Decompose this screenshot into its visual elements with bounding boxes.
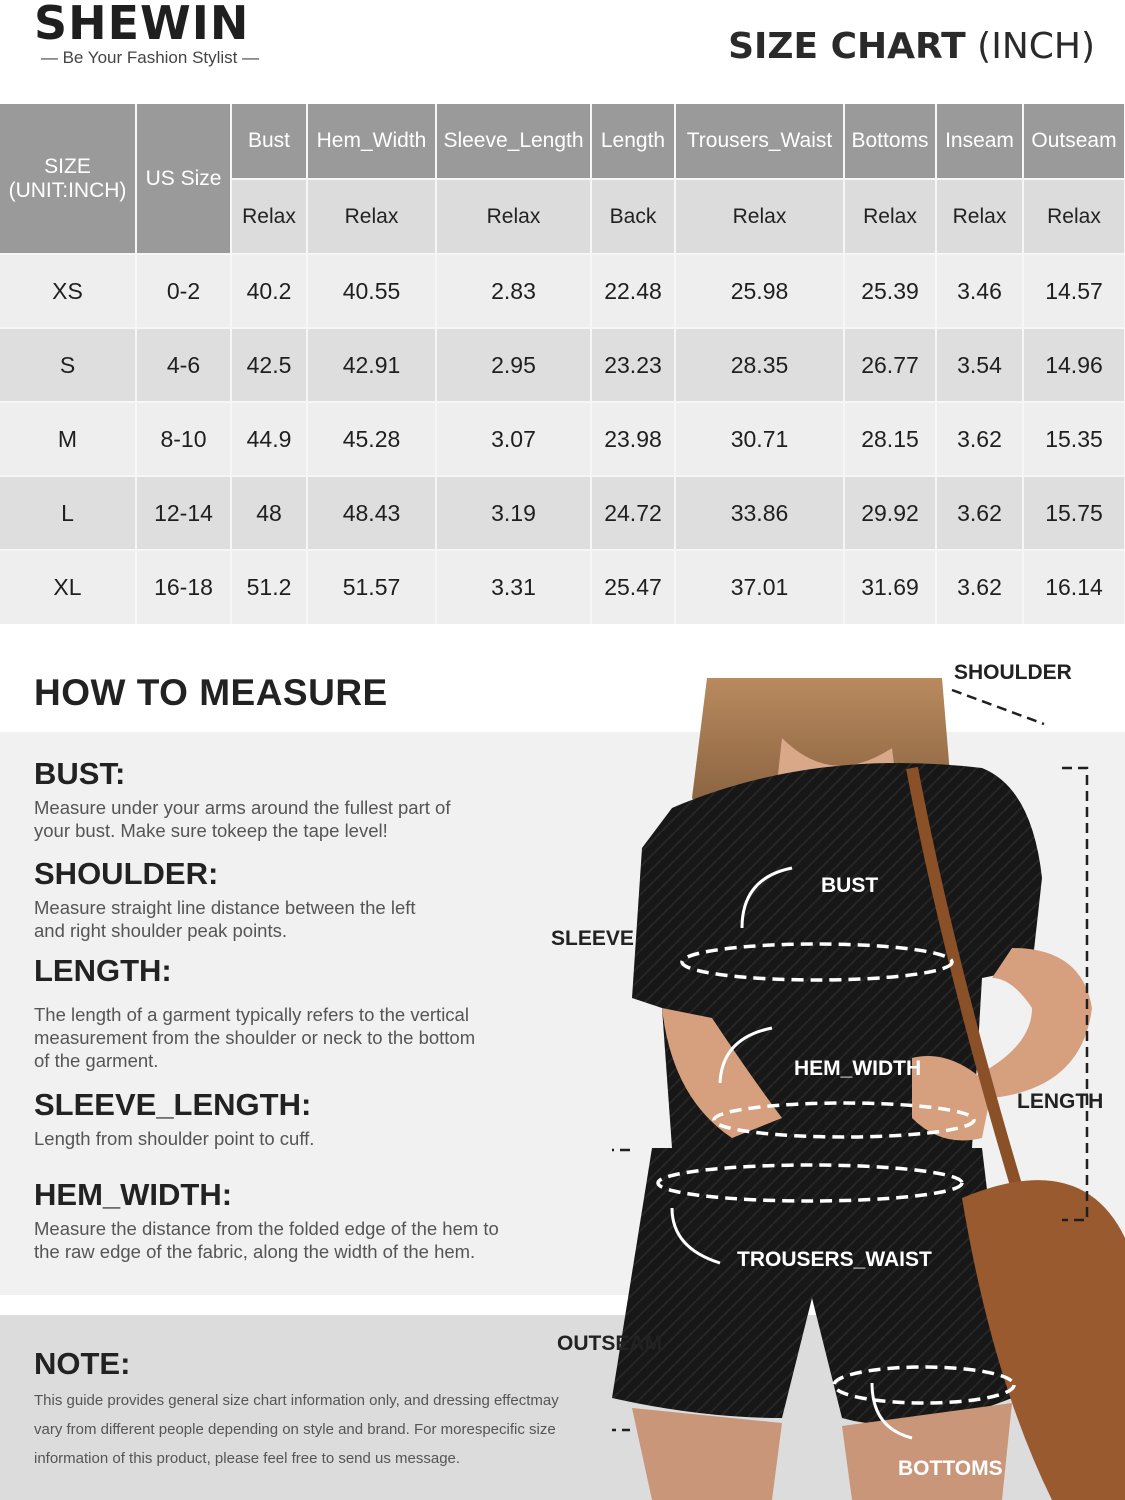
instruction-heading: SLEEVE_LENGTH:: [34, 1087, 312, 1122]
measurement-cell: 25.98: [675, 254, 844, 328]
measurement-cell: 31.69: [844, 550, 936, 624]
column-subheader: Relax: [307, 179, 436, 254]
column-subheader: Relax: [436, 179, 591, 254]
instruction-heading: HEM_WIDTH:: [34, 1177, 233, 1212]
hem-width-instruction: [34, 1177, 499, 1263]
note-text: This guide provides general size chart information only, and dressing effectmay vary from different people depending on style and brand. For morespecific size information of this product, please feel free to send us message.: [34, 1392, 559, 1467]
measurement-cell: 45.28: [307, 402, 436, 476]
measurement-cell: 15.35: [1023, 402, 1125, 476]
size-chart-table: [0, 104, 1125, 624]
measurement-cell: 29.92: [844, 476, 936, 550]
column-subheader: Relax: [936, 179, 1023, 254]
size-cell: XS: [0, 254, 136, 328]
measurement-cell: 33.86: [675, 476, 844, 550]
column-subheader: Relax: [231, 179, 307, 254]
us-size-cell: 4-6: [136, 328, 231, 402]
table-row: [0, 550, 1125, 624]
how-to-measure-title: HOW TO MEASURE: [34, 672, 388, 713]
measurement-cell: 22.48: [591, 254, 675, 328]
instruction-text: The length of a garment typically refers to the vertical measurement from the shoulder or neck to the bottom of the garment.: [34, 1004, 476, 1071]
length-instruction: [34, 953, 475, 1072]
sleeve-length-instruction: [34, 1087, 314, 1150]
column-subheader: Back: [591, 179, 675, 254]
measurement-cell: 40.2: [231, 254, 307, 328]
measurement-cell: 3.19: [436, 476, 591, 550]
sleeve-label: SLEEVE: [551, 927, 634, 950]
measurement-cell: 3.54: [936, 328, 1023, 402]
measurement-cell: 16.14: [1023, 550, 1125, 624]
measurement-cell: 15.75: [1023, 476, 1125, 550]
measurement-cell: 3.07: [436, 402, 591, 476]
size-cell: L: [0, 476, 136, 550]
table-row: [0, 254, 1125, 328]
column-subheader: Relax: [1023, 179, 1125, 254]
column-subheader: Relax: [675, 179, 844, 254]
size-chart-unit: (INCH): [977, 26, 1095, 67]
measurement-cell: 42.5: [231, 328, 307, 402]
measurement-cell: 30.71: [675, 402, 844, 476]
table-header-row: [0, 104, 1125, 179]
measurement-cell: 28.15: [844, 402, 936, 476]
brand-logo: SHEWIN: [34, 0, 250, 50]
note-heading: NOTE:: [34, 1346, 131, 1381]
brand-block: [34, 0, 274, 68]
hem-width-label: HEM_WIDTH: [794, 1057, 922, 1080]
instruction-heading: SHOULDER:: [34, 856, 219, 891]
shoulder-marker: [952, 690, 1044, 724]
column-header: Length: [591, 104, 675, 179]
measurement-cell: 23.23: [591, 328, 675, 402]
measurement-cell: 44.9: [231, 402, 307, 476]
measurement-cell: 3.46: [936, 254, 1023, 328]
bottoms-label: BOTTOMS: [898, 1457, 1003, 1480]
measurement-cell: 28.35: [675, 328, 844, 402]
measurement-cell: 3.31: [436, 550, 591, 624]
measurement-cell: 51.57: [307, 550, 436, 624]
measurement-cell: 42.91: [307, 328, 436, 402]
instruction-text: Measure under your arms around the fullest part of your bust. Make sure tokeep the tape level!: [34, 797, 451, 841]
column-header: Inseam: [936, 104, 1023, 179]
measurement-cell: 51.2: [231, 550, 307, 624]
measurement-cell: 3.62: [936, 550, 1023, 624]
measurement-cell: 14.96: [1023, 328, 1125, 402]
size-column-header: SIZE (UNIT:INCH): [0, 104, 136, 254]
column-header: Bust: [231, 104, 307, 179]
size-chart-title: [728, 26, 1095, 67]
column-header: Hem_Width: [307, 104, 436, 179]
size-cell: M: [0, 402, 136, 476]
us-size-cell: 0-2: [136, 254, 231, 328]
table-row: [0, 328, 1125, 402]
us-size-cell: 8-10: [136, 402, 231, 476]
note-block: [34, 1346, 559, 1473]
measurement-cell: 37.01: [675, 550, 844, 624]
bust-label: BUST: [821, 874, 879, 897]
instruction-heading: LENGTH:: [34, 953, 172, 988]
measurement-cell: 48: [231, 476, 307, 550]
measurement-cell: 2.83: [436, 254, 591, 328]
measurement-cell: 24.72: [591, 476, 675, 550]
instruction-text: Measure straight line distance between the left and right shoulder peak points.: [34, 897, 416, 941]
instruction-text: Measure the distance from the folded edge of the hem to the raw edge of the fabric, along the width of the hem.: [34, 1218, 499, 1262]
measurement-cell: 3.62: [936, 402, 1023, 476]
size-cell: XL: [0, 550, 136, 624]
column-subheader: Relax: [844, 179, 936, 254]
model-photo: [612, 678, 1125, 1500]
us-size-cell: 12-14: [136, 476, 231, 550]
measurement-cell: 40.55: [307, 254, 436, 328]
measurement-cell: 3.62: [936, 476, 1023, 550]
measurement-cell: 2.95: [436, 328, 591, 402]
measurement-cell: 25.47: [591, 550, 675, 624]
instruction-text: Length from shoulder point to cuff.: [34, 1128, 315, 1149]
column-header: Outseam: [1023, 104, 1125, 179]
column-header: Bottoms: [844, 104, 936, 179]
bust-instruction: [34, 756, 450, 842]
measurement-cell: 25.39: [844, 254, 936, 328]
brand-tagline: — Be Your Fashion Stylist —: [40, 48, 260, 67]
table-row: [0, 402, 1125, 476]
measurement-cell: 14.57: [1023, 254, 1125, 328]
shoulder-label: SHOULDER: [954, 661, 1072, 684]
measurement-cell: 48.43: [307, 476, 436, 550]
instruction-heading: BUST:: [34, 756, 126, 791]
outseam-label: OUTSEAM: [557, 1332, 662, 1355]
length-label: LENGTH: [1017, 1090, 1104, 1113]
us-size-cell: 16-18: [136, 550, 231, 624]
measurement-cell: 26.77: [844, 328, 936, 402]
trousers-waist-label: TROUSERS_WAIST: [737, 1248, 932, 1271]
size-cell: S: [0, 328, 136, 402]
measurement-cell: 23.98: [591, 402, 675, 476]
size-table-body: [0, 254, 1125, 624]
size-chart-title-text: SIZE CHART: [728, 26, 966, 67]
column-header: Trousers_Waist: [675, 104, 844, 179]
column-header: Sleeve_Length: [436, 104, 591, 179]
table-row: [0, 476, 1125, 550]
model-leg: [632, 1408, 782, 1500]
us-size-column-header: US Size: [136, 104, 231, 254]
shoulder-instruction: [34, 856, 416, 942]
